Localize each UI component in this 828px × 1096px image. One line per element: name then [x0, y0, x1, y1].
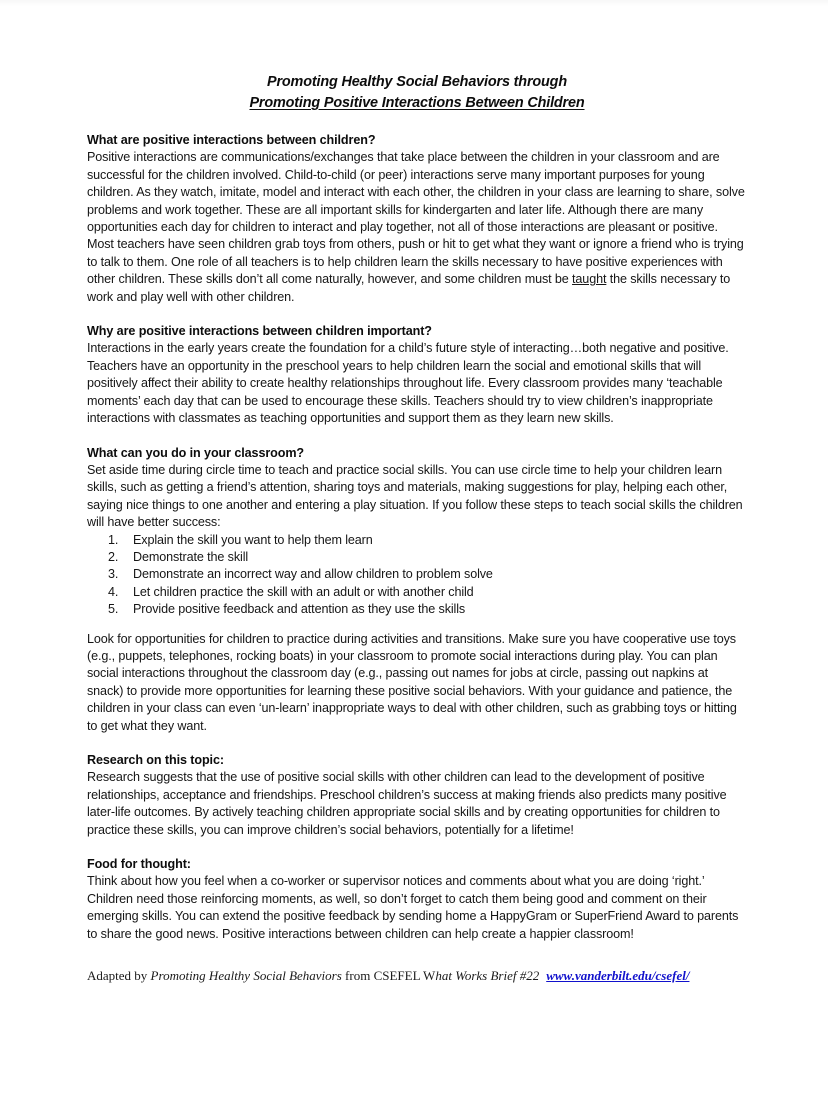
- list-item-label: Demonstrate an incorrect way and allow children to problem solve: [133, 567, 493, 582]
- list-item-number: 1.: [108, 532, 119, 547]
- section-what-can-you-do: [87, 445, 747, 736]
- section-why-important: [87, 323, 747, 427]
- body-text-before-underline: Positive interactions are communications/exchanges that take place between the children in your classroom and are successful for the children involved. Child-to-child (or peer) interactions serve many important purposes for young children. As they watch, imitate, model and interact with each other, the children in your class are learning to share, solve problems and work together. These are all important skills for kindergarten and later life. Although there are many opportunities each day for children to interact and play together, not all of those interactions are pleasant or positive. Most teachers have seen children grab toys from others, push or hit to get what they want or ignore a friend who is trying to talk to them. One role of all teachers is to help children learn the skills necessary to have positive experiences with other children. These skills don’t all come naturally, however, and some children must be: [87, 150, 745, 287]
- post-list-paragraph: Look for opportunities for children to practice during activities and transitions. Make sure you have cooperative use toys (e.g., puppets, telephones, rocking boats) in your classroom to promote social interactions during play. You can plan social interactions throughout the classroom day (e.g., passing out names for jobs at circle, passing out napkins at snack) to provide more opportunities for learning these positive social behaviors. With your guidance and patience, the children in your class can even ‘un-learn’ inappropriate ways to deal with other children, such as grabbing toys or hitting to get what they want.: [87, 631, 737, 733]
- section-what-are-positive-interactions: [87, 132, 747, 306]
- section-body-why-important: Interactions in the early years create the foundation for a child’s future style of interacting…both negative and positive. Teachers have an opportunity in the preschool years to help children learn the social and emotional skills that will positively affect their ability to create healthy relationships throughout life. Every classroom provides many ‘teachable moments’ each day that can be used to encourage these skills. Teachers should try to view children’s inappropriate interactions with classmates as teaching opportunities and support them as they learn new skills.: [87, 341, 729, 426]
- list-item: [87, 601, 747, 618]
- footer-prefix: Adapted by: [87, 968, 151, 984]
- list-item-label: Let children practice the skill with an adult or with another child: [133, 584, 474, 599]
- section-heading-why-important: Why are positive interactions between children important?: [87, 324, 432, 339]
- document-content: [87, 72, 747, 985]
- list-item-label: Demonstrate the skill: [133, 549, 249, 564]
- list-item-number: 5.: [108, 602, 119, 617]
- section-body-research: Research suggests that the use of positive social skills with other children can lead to the development of positive relationships, acceptance and friendships. Preschool children’s success at making friends also predicts many positive later-life outcomes. By actively teaching children appropriate social skills and by creating opportunities for children to practice these skills, you can improve children’s social behaviors, potentially for a lifetime!: [87, 770, 727, 837]
- section-heading-research: Research on this topic:: [87, 753, 224, 767]
- underlined-word-taught: taught: [572, 272, 607, 287]
- csefel-website-link[interactable]: www.vanderbilt.edu/csefel/: [546, 968, 690, 984]
- section-heading-what-can-you-do: What can you do in your classroom?: [87, 445, 305, 460]
- list-item-label: Explain the skill you want to help them learn: [133, 532, 373, 547]
- list-item: [87, 549, 747, 566]
- footer-middle: from CSEFEL W: [341, 968, 436, 984]
- title-line-2: Promoting Positive Interactions Between Children: [249, 95, 585, 111]
- list-item-number: 3.: [108, 567, 119, 582]
- section-body-what-can-you-do: Set aside time during circle time to teach and practice social skills. You can use circle time to help your children learn skills, such as getting a friend’s attention, sharing toys and materials, making suggestions for play, helping each other, saying nice things to one another and entering a play situation. If you follow these steps to teach social skills the children will have better success:: [87, 462, 743, 530]
- section-research-on-this-topic: [87, 752, 747, 839]
- list-item-number: 2.: [108, 549, 119, 564]
- list-spacer: [87, 619, 747, 631]
- section-heading-food-for-thought: Food for thought:: [87, 857, 191, 872]
- footer-brief-reference: hat Works Brief #22: [435, 968, 540, 984]
- section-body-what-are-positive-interactions: [87, 149, 747, 306]
- list-item-number: 4.: [108, 584, 119, 599]
- footer-attribution: [87, 967, 747, 985]
- section-food-for-thought: [87, 856, 747, 943]
- page-top-edge: [0, 0, 828, 6]
- list-item: [87, 584, 747, 601]
- footer-source-title: Promoting Healthy Social Behaviors: [150, 968, 342, 984]
- list-item: [87, 532, 747, 549]
- section-body-food-for-thought: Think about how you feel when a co-worker or supervisor notices and comments about what you are doing ‘right.’ Children need those reinforcing moments, as well, so don’t forget to catch them being good and comment on their emerging skills. You can extend the positive feedback by sending home a HappyGram or SuperFriend Award to parents to share the good news. Positive interactions between children can help create a happier classroom!: [87, 874, 739, 941]
- title-line-1: Promoting Healthy Social Behaviors through: [267, 74, 567, 90]
- list-item: [87, 566, 747, 583]
- body-text-after-underline: the skills necessary to work and play well with other children.: [87, 272, 731, 304]
- section-heading-what-are-positive-interactions: What are positive interactions between children?: [87, 133, 376, 147]
- page-title: [87, 72, 747, 114]
- list-item-label: Provide positive feedback and attention as they use the skills: [133, 602, 466, 617]
- teaching-steps-list: [87, 532, 747, 619]
